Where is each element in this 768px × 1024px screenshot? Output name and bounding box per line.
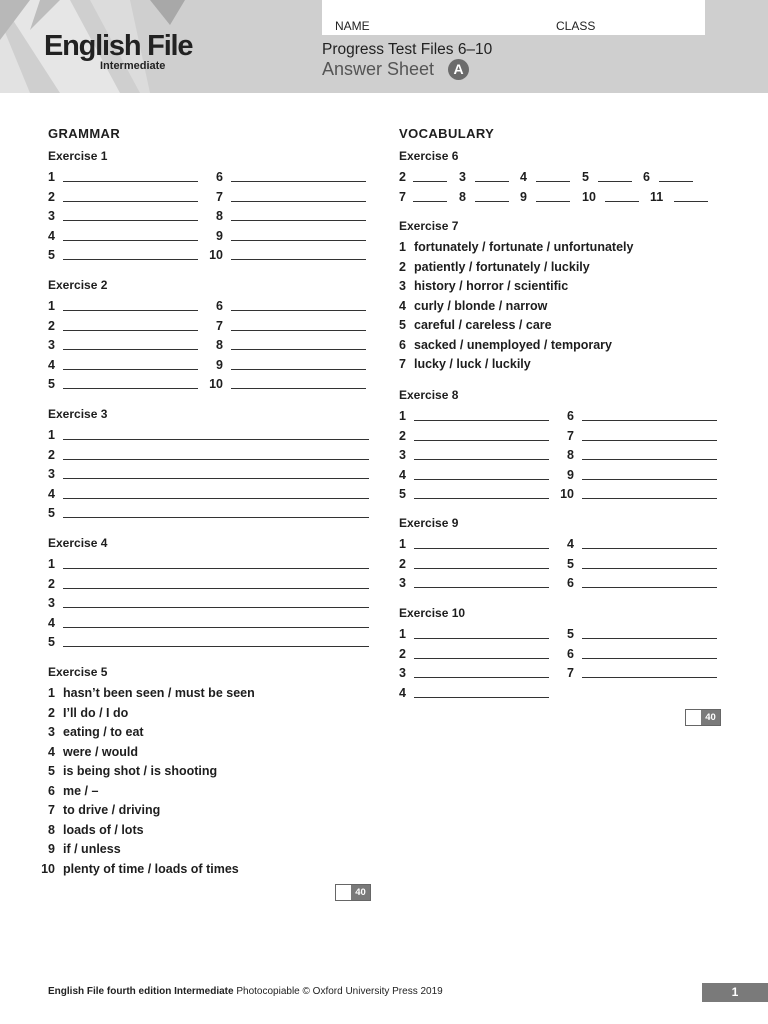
answer-number: 3 [48, 467, 55, 481]
option-text[interactable]: I’ll do / I do [63, 705, 129, 720]
exercise-9-heading: Exercise 9 [399, 516, 459, 530]
option-number: 5 [48, 764, 55, 778]
vocabulary-score-total: 40 [701, 710, 720, 725]
answer-number: 5 [48, 506, 55, 520]
answer-number: 4 [48, 228, 55, 243]
answer-number: 5 [48, 377, 55, 391]
answer-number: 8 [567, 448, 574, 462]
answer-row [0, 684, 768, 703]
exercise-3-heading: Exercise 3 [48, 407, 108, 421]
answer-number: 5 [567, 627, 574, 641]
option-text[interactable]: is being shot / is shooting [63, 764, 218, 778]
answer-number: 1 [399, 409, 406, 423]
answer-number: 1 [399, 627, 406, 641]
name-label: NAME [335, 19, 370, 33]
option-number: 8 [48, 822, 55, 837]
answer-number: 2 [399, 556, 406, 571]
option-text[interactable]: loads of / lots [63, 822, 144, 837]
answer-number: 11 [650, 190, 664, 204]
answer-number: 6 [567, 576, 574, 590]
answer-row [0, 466, 768, 485]
answer-line[interactable] [598, 181, 632, 182]
option-row [0, 860, 768, 879]
answer-number: 5 [48, 248, 55, 262]
option-row [0, 762, 768, 781]
option-text[interactable]: eating / to eat [63, 725, 144, 739]
option-row [0, 743, 768, 762]
sheet-title: Answer Sheet [322, 59, 435, 79]
option-text[interactable]: sacked / unemployed / temporary [414, 337, 612, 352]
version-badge: A [448, 59, 469, 80]
answer-number: 4 [399, 685, 406, 700]
answer-number: 10 [560, 487, 574, 501]
answer-number: 2 [48, 576, 55, 591]
logo-title: English File [44, 30, 193, 62]
answer-number: 5 [567, 556, 574, 571]
option-text[interactable]: history / horror / scientific [414, 279, 569, 293]
answer-row [0, 555, 768, 574]
answer-line[interactable] [582, 548, 717, 549]
answer-line[interactable] [536, 201, 570, 202]
grammar-score-total: 40 [351, 885, 370, 900]
answer-row [0, 645, 768, 664]
answer-line[interactable] [582, 498, 717, 499]
option-text[interactable]: plenty of time / loads of times [63, 861, 239, 876]
answer-number: 9 [216, 357, 223, 372]
option-row [0, 801, 768, 820]
answer-line[interactable] [674, 201, 708, 202]
answer-number: 5 [582, 170, 589, 184]
option-number: 10 [41, 861, 55, 876]
exercise-6-heading: Exercise 6 [399, 149, 459, 163]
answer-number: 7 [399, 190, 406, 204]
option-text[interactable]: me / – [63, 783, 99, 798]
answer-number: 5 [48, 635, 55, 649]
answer-number: 6 [567, 409, 574, 423]
answer-line[interactable] [414, 658, 549, 659]
answer-number: 1 [399, 537, 406, 551]
grammar-score-box[interactable] [335, 884, 371, 901]
answer-line[interactable] [231, 388, 366, 389]
answer-row [0, 625, 768, 644]
answer-row [0, 664, 768, 683]
class-label: CLASS [556, 19, 596, 33]
answer-number: 7 [216, 189, 223, 204]
answer-line[interactable] [414, 697, 549, 698]
answer-line[interactable] [582, 420, 717, 421]
answer-line[interactable] [582, 459, 717, 460]
option-row [0, 782, 768, 801]
answer-row [0, 188, 768, 207]
answer-line[interactable] [63, 517, 369, 518]
answer-row [0, 207, 768, 226]
option-row [0, 297, 768, 316]
test-title: Progress Test Files 6–10 [322, 41, 493, 58]
answer-row [0, 427, 768, 446]
answer-row [0, 446, 768, 465]
option-number: 3 [48, 725, 55, 739]
answer-line[interactable] [413, 181, 447, 182]
answer-number: 3 [459, 170, 466, 184]
option-row [0, 821, 768, 840]
answer-line[interactable] [413, 201, 447, 202]
answer-line[interactable] [582, 677, 717, 678]
answer-number: 7 [567, 428, 574, 443]
answer-number: 9 [216, 228, 223, 243]
answer-number: 8 [216, 209, 223, 223]
exercise-8-heading: Exercise 8 [399, 388, 459, 402]
answer-row [0, 574, 768, 593]
answer-number: 1 [48, 299, 55, 313]
answer-line[interactable] [582, 638, 717, 639]
exercise-7-heading: Exercise 7 [399, 219, 459, 233]
option-text[interactable]: careful / careless / care [414, 318, 552, 332]
option-text[interactable]: curly / blonde / narrow [414, 298, 548, 313]
page-number: 1 [702, 983, 768, 1002]
answer-number: 3 [399, 448, 406, 462]
answer-line[interactable] [582, 587, 717, 588]
answer-line[interactable] [231, 220, 366, 221]
option-text[interactable]: lucky / luck / luckily [414, 357, 531, 371]
answer-line[interactable] [582, 568, 717, 569]
answer-number: 10 [209, 248, 223, 262]
answer-number: 3 [399, 576, 406, 590]
answer-row [0, 535, 768, 554]
answer-line[interactable] [605, 201, 639, 202]
option-row [0, 316, 768, 335]
exercise-2-heading: Exercise 2 [48, 278, 108, 292]
footer-title: English File fourth edition Intermediate [48, 986, 234, 997]
option-number: 2 [399, 259, 406, 274]
answer-number: 3 [48, 209, 55, 223]
grammar-score-input[interactable] [336, 885, 350, 900]
vocabulary-score-input[interactable] [686, 710, 700, 725]
answer-number: 2 [399, 170, 406, 184]
answer-number: 4 [399, 467, 406, 482]
option-number: 1 [48, 686, 55, 700]
answer-number: 3 [48, 596, 55, 610]
exercise-10-heading: Exercise 10 [399, 606, 466, 620]
option-row [0, 355, 768, 374]
option-row [0, 258, 768, 277]
exercise-5-heading: Exercise 5 [48, 665, 108, 679]
answer-number: 6 [216, 299, 223, 313]
option-number: 4 [48, 744, 55, 759]
answer-number: 9 [520, 190, 527, 204]
answer-row [0, 504, 768, 523]
option-row [0, 704, 768, 723]
answer-number: 8 [459, 190, 466, 204]
answer-line[interactable] [475, 201, 509, 202]
option-number: 4 [399, 298, 406, 313]
option-text[interactable]: to drive / driving [63, 803, 161, 817]
footer-text [48, 986, 443, 997]
answer-number: 2 [48, 318, 55, 333]
option-row [0, 336, 768, 355]
answer-number: 4 [48, 615, 55, 630]
vocabulary-score-box[interactable] [685, 709, 721, 726]
answer-row [0, 168, 768, 187]
answer-line[interactable] [536, 181, 570, 182]
answer-line[interactable] [63, 607, 369, 608]
option-number: 9 [48, 842, 55, 856]
grammar-heading: GRAMMAR [48, 126, 121, 141]
answer-number: 2 [48, 447, 55, 462]
answer-number: 4 [48, 357, 55, 372]
answer-line[interactable] [659, 181, 693, 182]
option-number: 3 [399, 279, 406, 293]
answer-line[interactable] [475, 181, 509, 182]
option-number: 7 [399, 357, 406, 371]
answer-row [0, 594, 768, 613]
answer-line[interactable] [582, 479, 717, 480]
answer-number: 6 [643, 170, 650, 184]
header-banner [0, 0, 768, 93]
answer-number: 5 [399, 487, 406, 501]
option-text[interactable]: if / unless [63, 842, 121, 856]
answer-number: 2 [399, 646, 406, 661]
answer-line[interactable] [414, 677, 549, 678]
footer-copyright: Photocopiable © Oxford University Press 2019 [233, 986, 443, 997]
option-text[interactable]: hasn’t been seen / must be seen [63, 686, 255, 700]
answer-row [0, 485, 768, 504]
option-number: 7 [48, 803, 55, 817]
answer-number: 4 [48, 486, 55, 501]
option-number: 5 [399, 318, 406, 332]
answer-line[interactable] [582, 658, 717, 659]
answer-number: 1 [48, 428, 55, 442]
name-class-box [322, 0, 705, 35]
answer-row [0, 407, 768, 426]
option-number: 2 [48, 705, 55, 720]
answer-row [0, 375, 768, 394]
answer-number: 10 [582, 190, 596, 204]
answer-number: 7 [567, 666, 574, 680]
option-number: 6 [399, 337, 406, 352]
option-row [0, 723, 768, 742]
answer-line[interactable] [414, 638, 549, 639]
answer-number: 7 [216, 318, 223, 333]
answer-number: 10 [209, 377, 223, 391]
option-number: 6 [48, 783, 55, 798]
option-row [0, 238, 768, 257]
exercise-4-heading: Exercise 4 [48, 536, 108, 550]
answer-number: 1 [48, 170, 55, 184]
vocabulary-heading: VOCABULARY [399, 126, 495, 141]
option-number: 1 [399, 240, 406, 254]
answer-number: 6 [216, 170, 223, 184]
answer-number: 3 [48, 338, 55, 352]
answer-number: 4 [567, 537, 574, 551]
option-row [0, 840, 768, 859]
answer-number: 4 [520, 170, 527, 184]
option-text[interactable]: patiently / fortunately / luckily [414, 259, 590, 274]
option-row [0, 277, 768, 296]
answer-number: 6 [567, 646, 574, 661]
answer-number: 9 [567, 467, 574, 482]
answer-number: 8 [216, 338, 223, 352]
answer-number: 2 [399, 428, 406, 443]
option-text[interactable]: fortunately / fortunate / unfortunately [414, 240, 634, 254]
answer-number: 1 [48, 557, 55, 571]
answer-number: 2 [48, 189, 55, 204]
option-text[interactable]: were / would [63, 744, 139, 759]
exercise-1-heading: Exercise 1 [48, 149, 108, 163]
logo-subtitle: Intermediate [100, 60, 166, 72]
answer-number: 3 [399, 666, 406, 680]
answer-line[interactable] [582, 440, 717, 441]
